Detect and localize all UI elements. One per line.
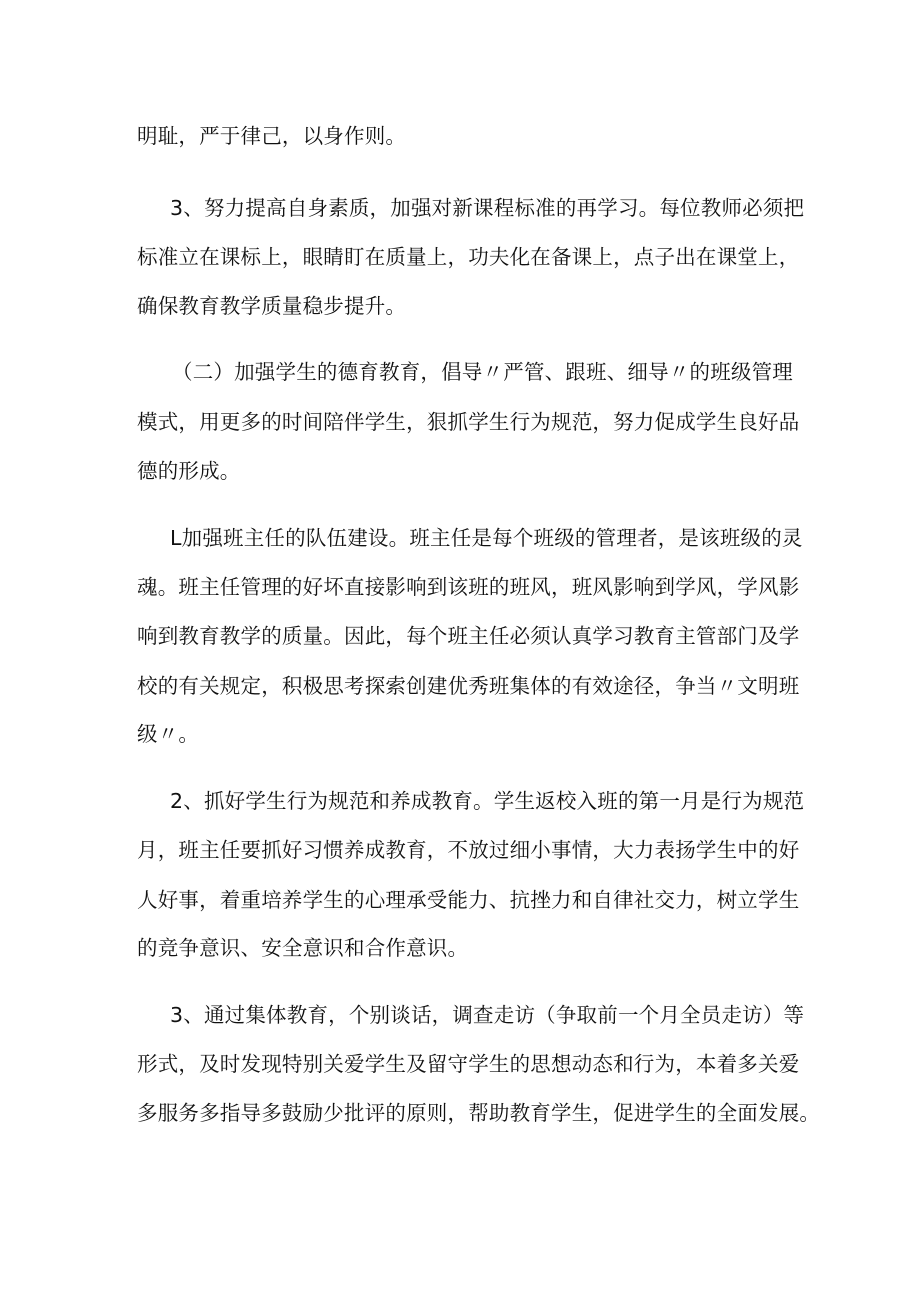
paragraph-5-line-3: 人好事，着重培养学生的心理承受能力、抗挫力和自律社交力，树立学生 [137, 888, 800, 912]
paragraph-3-line-3: 德的形成。 [137, 459, 241, 483]
paragraph-4-line-4: 校的有关规定，积极思考探索创建优秀班集体的有效途径，争当〃文明班 [137, 674, 800, 698]
paragraph-5-line-4: 的竞争意识、安全意识和合作意识。 [137, 936, 469, 960]
paragraph-6-line-3: 多服务多指导多鼓励少批评的原则，帮助教育学生，促进学生的全面发展。 [137, 1101, 821, 1125]
paragraph-4-line-2: 魂。班主任管理的好坏直接影响到该班的班风，班风影响到学风，学风影 [137, 575, 800, 599]
paragraph-2-line-1: 3、努力提高自身素质，加强对新课程标准的再学习。每位教师必须把 [170, 196, 805, 220]
paragraph-6-line-2: 形式，及时发现特别关爱学生及留守学生的思想动态和行为，本着多关爱 [137, 1052, 800, 1076]
paragraph-5-line-1: 2、抓好学生行为规范和养成教育。学生返校入班的第一月是行为规范 [170, 789, 805, 813]
paragraph-1-line-1: 明耻，严于律己，以身作则。 [137, 124, 407, 148]
paragraph-3-line-1: （二）加强学生的德育教育，倡导〃严管、跟班、细导〃的班级管理 [172, 360, 793, 384]
paragraph-4-line-1: L加强班主任的队伍建设。班主任是每个班级的管理者，是该班级的灵 [170, 526, 803, 550]
paragraph-4-line-5: 级〃。 [137, 722, 200, 746]
paragraph-6-line-1: 3、通过集体教育，个别谈话，调查走访（争取前一个月全员走访）等 [170, 1003, 805, 1027]
paragraph-3-line-2: 模式，用更多的时间陪伴学生，狠抓学生行为规范，努力促成学生良好品 [137, 410, 800, 434]
paragraph-2-line-3: 确保教育教学质量稳步提升。 [137, 294, 407, 318]
paragraph-5-line-2: 月，班主任要抓好习惯养成教育，不放过细小事情，大力表扬学生中的好 [137, 838, 800, 862]
paragraph-4-line-3: 响到教育教学的质量。因此，每个班主任必须认真学习教育主管部门及学 [137, 624, 800, 648]
paragraph-2-line-2: 标准立在课标上，眼睛盯在质量上，功夫化在备课上，点子出在课堂上， [137, 245, 800, 269]
